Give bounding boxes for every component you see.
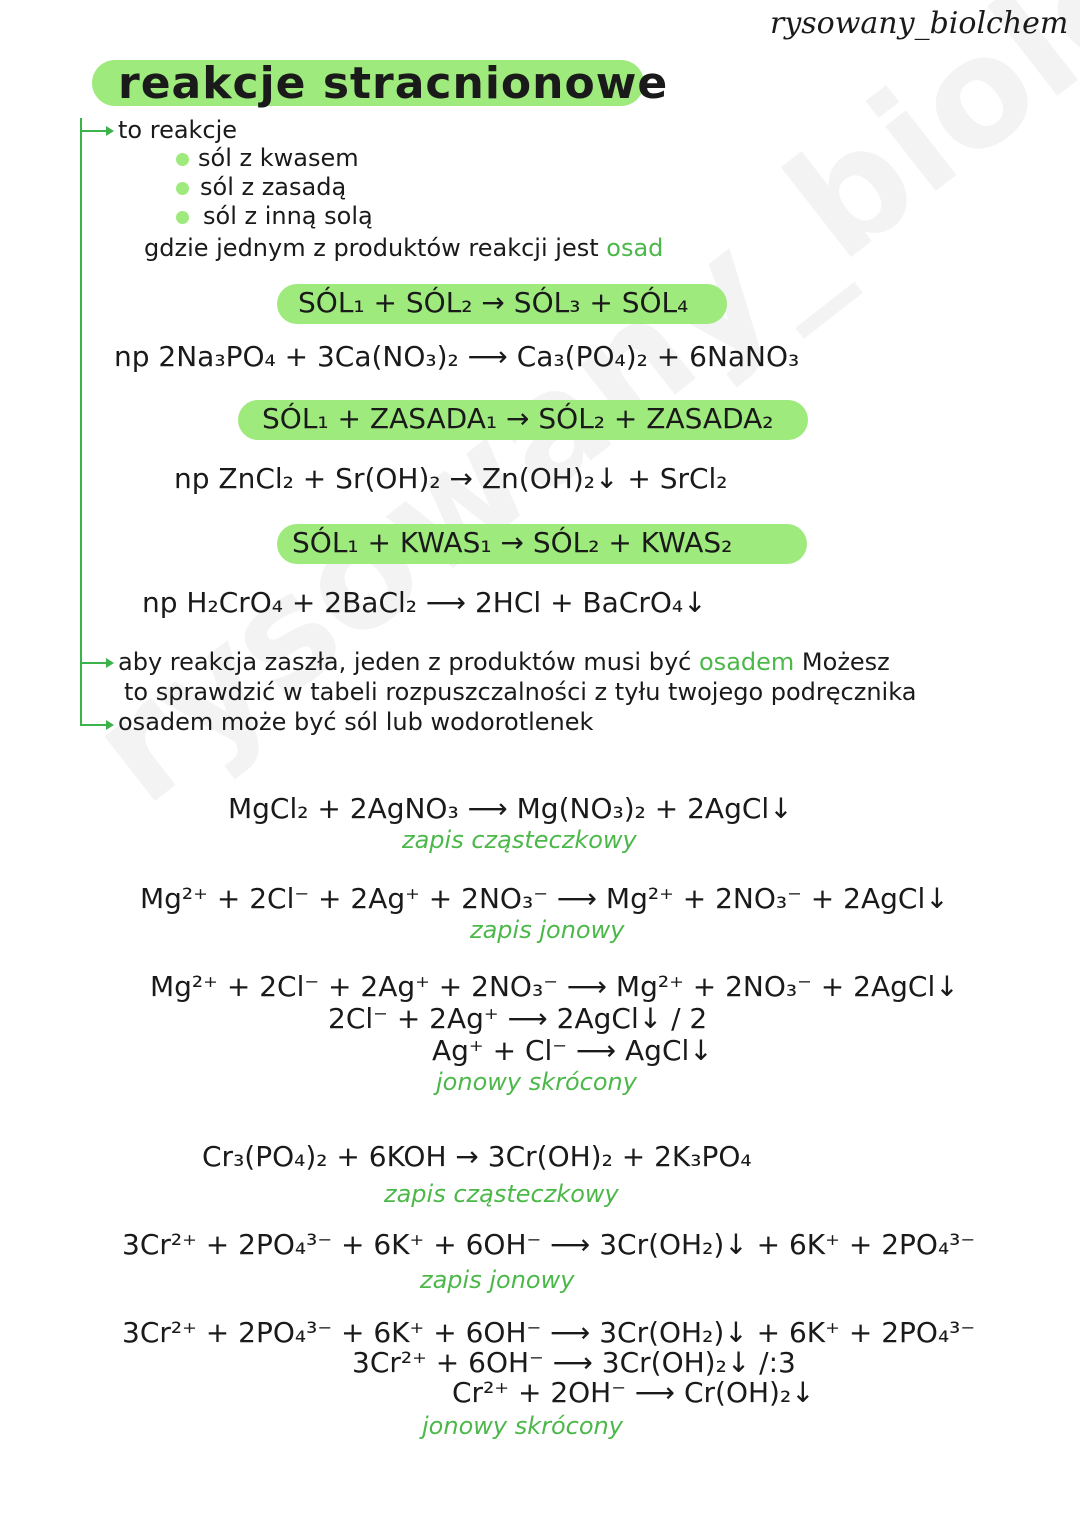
definition-text: gdzie jednym z produktów reakcji jest [144, 234, 599, 262]
arrow-icon [106, 720, 114, 730]
bullet-item: sól z kwasem [198, 144, 359, 172]
bullet-icon [176, 182, 189, 195]
bullet-icon [176, 153, 189, 166]
cr-ionic-equation: 3Cr²⁺ + 2PO₄³⁻ + 6K⁺ + 6OH⁻ ⟶ 3Cr(OH₂)↓ + 6K⁺ + 2PO₄³⁻ [122, 1228, 976, 1261]
scheme-salt-acid: SÓL₁ + KWAS₁ → SÓL₂ + KWAS₂ [292, 526, 733, 559]
intro-text: to reakcje [118, 116, 238, 144]
mg-molecular-label: zapis cząsteczkowy [402, 826, 637, 854]
mg-ionic-equation: Mg²⁺ + 2Cl⁻ + 2Ag⁺ + 2NO₃⁻ ⟶ Mg²⁺ + 2NO₃⁻ + 2AgCl↓ [140, 882, 949, 915]
cr-reduced-label: jonowy skrócony [422, 1412, 623, 1440]
note-line: to sprawdzić w tabeli rozpuszczalności z tyłu twojego podręcznika [124, 678, 917, 706]
mg-molecular-equation: MgCl₂ + 2AgNO₃ ⟶ Mg(NO₃)₂ + 2AgCl↓ [228, 792, 793, 825]
note-line [118, 648, 890, 676]
mg-reduced-equation: Mg²⁺ + 2Cl⁻ + 2Ag⁺ + 2NO₃⁻ ⟶ Mg²⁺ + 2NO₃⁻ + 2AgCl↓ [150, 970, 959, 1003]
example-equation: np H₂CrO₄ + 2BaCl₂ ⟶ 2HCl + BaCrO₄↓ [142, 586, 707, 619]
example-equation: np 2Na₃PO₄ + 3Ca(NO₃)₂ ⟶ Ca₃(PO₄)₂ + 6NaNO₃ [114, 340, 800, 373]
scheme-salt-base: SÓL₁ + ZASADA₁ → SÓL₂ + ZASADA₂ [262, 402, 774, 435]
note-text: Możesz [801, 648, 890, 676]
bracket-tick-intro [80, 130, 108, 132]
cr-molecular-label: zapis cząsteczkowy [384, 1180, 619, 1208]
author-signature: rysowany_biolchem [770, 6, 1069, 41]
cr-reduced-equation: 3Cr²⁺ + 6OH⁻ ⟶ 3Cr(OH)₂↓ /:3 [352, 1346, 796, 1379]
cr-ionic-label: zapis jonowy [420, 1266, 575, 1294]
mg-reduced-equation: 2Cl⁻ + 2Ag⁺ ⟶ 2AgCl↓ / 2 [328, 1002, 708, 1035]
bullet-item: sól z inną solą [203, 202, 373, 230]
cr-molecular-equation: Cr₃(PO₄)₂ + 6KOH → 3Cr(OH)₂ + 2K₃PO₄ [202, 1140, 752, 1173]
bracket-tick-note2 [80, 724, 108, 726]
note-highlight: osadem [699, 648, 795, 676]
arrow-icon [106, 658, 114, 668]
mg-ionic-label: zapis jonowy [470, 916, 625, 944]
example-equation: np ZnCl₂ + Sr(OH)₂ → Zn(OH)₂↓ + SrCl₂ [174, 462, 728, 495]
note-text: aby reakcja zaszła, jeden z produktów musi być [118, 648, 692, 676]
cr-reduced-equation: Cr²⁺ + 2OH⁻ ⟶ Cr(OH)₂↓ [452, 1376, 815, 1409]
arrow-icon [106, 126, 114, 136]
bullet-item: sól z zasadą [200, 173, 347, 201]
mg-reduced-equation: Ag⁺ + Cl⁻ ⟶ AgCl↓ [432, 1034, 713, 1067]
mg-reduced-label: jonowy skrócony [436, 1068, 637, 1096]
cr-reduced-equation: 3Cr²⁺ + 2PO₄³⁻ + 6K⁺ + 6OH⁻ ⟶ 3Cr(OH₂)↓ + 6K⁺ + 2PO₄³⁻ [122, 1316, 976, 1349]
bracket-tick-note [80, 662, 108, 664]
definition [144, 234, 663, 262]
bullet-icon [176, 211, 189, 224]
page-title: reakcje stracnionowe [118, 58, 669, 109]
bracket-line [80, 118, 82, 726]
note-line: osadem może być sól lub wodorotlenek [118, 708, 594, 736]
scheme-salt-salt: SÓL₁ + SÓL₂ → SÓL₃ + SÓL₄ [298, 286, 689, 319]
definition-highlight: osad [606, 234, 664, 262]
